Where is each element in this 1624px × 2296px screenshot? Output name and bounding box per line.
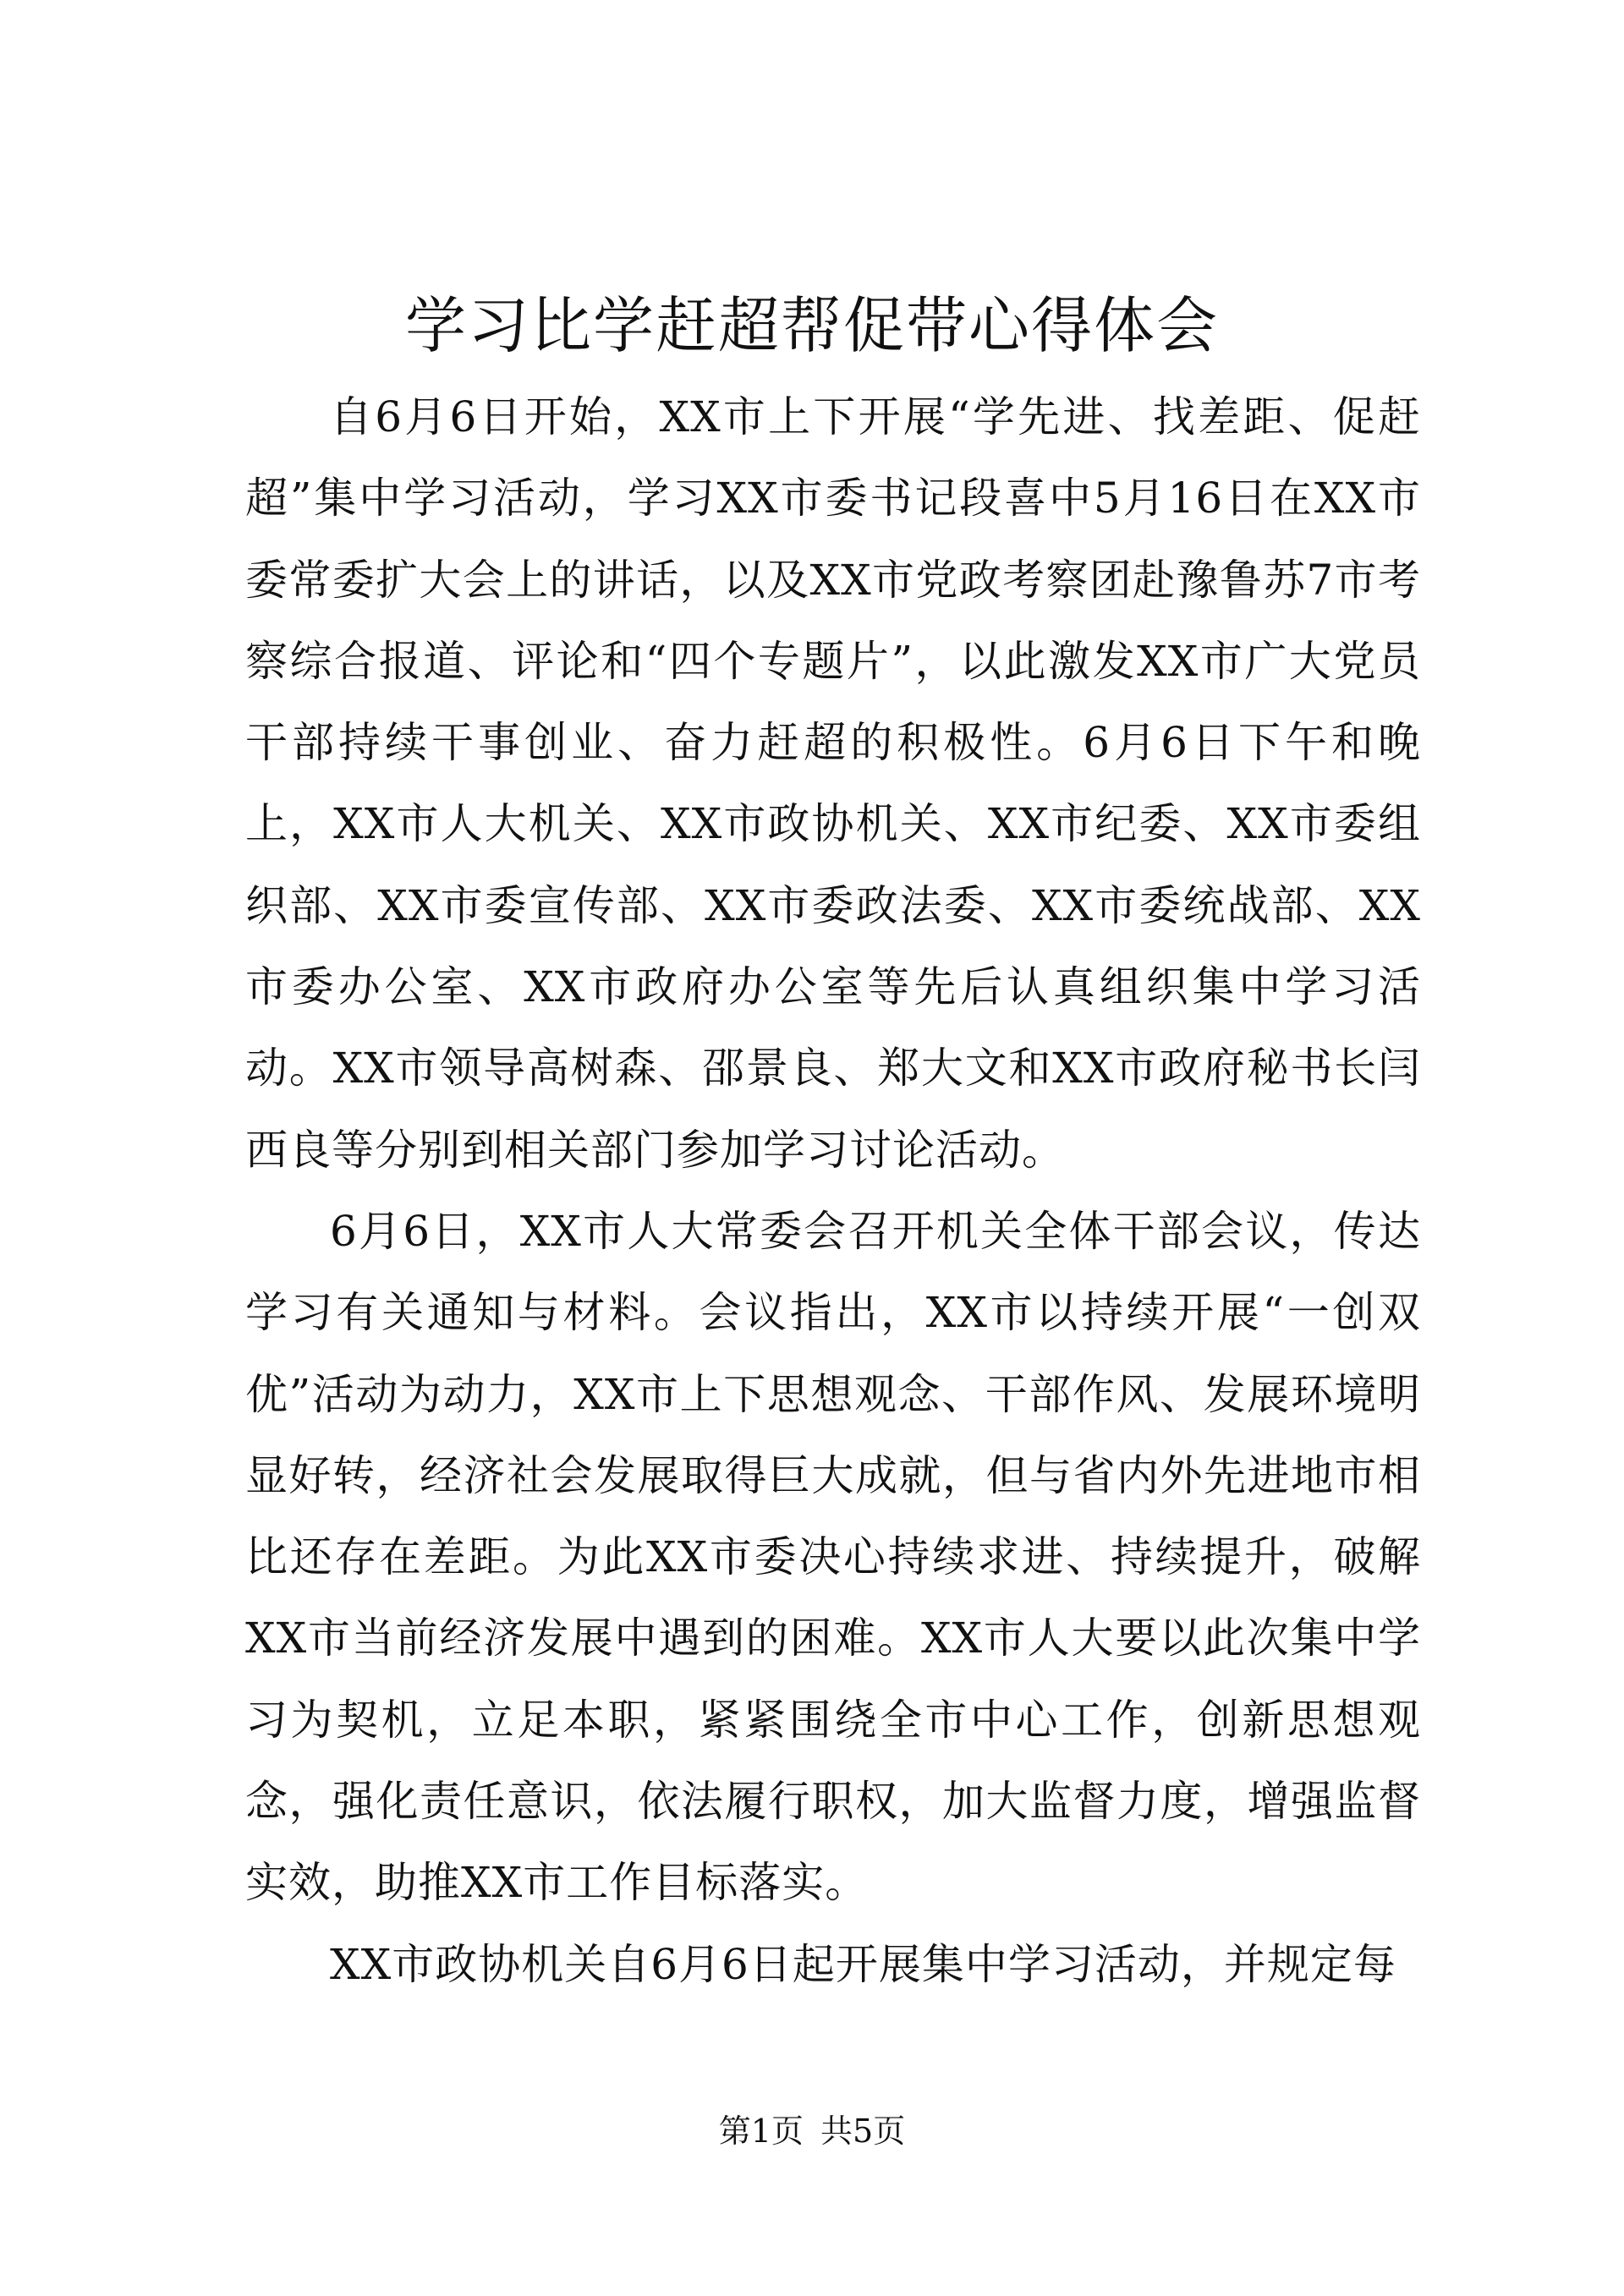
page-footer bbox=[0, 2110, 1624, 2152]
paragraph-2: 6月6日，XX市人大常委会召开机关全体干部会议，传达学习有关通知与材料。会议指出，XX市以持续开展“一创双优”活动为动力，XX市上下思想观念、干部作风、发展环境明显好转，经济社会发展取得巨大成就，但与省内外先进地市相比还存在差距。为此XX市委决心持续求进、持续提升，破解XX市当前经济发展中遇到的困难。XX市人大要以此次集中学习为契机，立足本职，紧紧围绕全市中心工作，创新思想观念，强化责任意识，依法履行职权，加大监督力度，增强监督实效，助推XX市工作目标落实。 bbox=[245, 1206, 1421, 1908]
document-body bbox=[245, 376, 1421, 2005]
document-title: 学习比学赶超帮促带心得体会 bbox=[404, 290, 1219, 361]
page-total: 共5页 bbox=[820, 2112, 906, 2150]
page-number: 第1页 bbox=[718, 2112, 804, 2150]
paragraph-1: 自6月6日开始，XX市上下开展“学先进、找差距、促赶超”集中学习活动，学习XX市委书记段喜中5月16日在XX市委常委扩大会上的讲话，以及XX市党政考察团赴豫鲁苏7市考察综合报道、评论和“四个专题片”，以此激发XX市广大党员干部持续干事创业、奋力赶超的积极性。6月6日下午和晚上，XX市人大机关、XX市政协机关、XX市纪委、XX市委组织部、XX市委宣传部、XX市委政法委、XX市委统战部、XX市委办公室、XX市政府办公室等先后认真组织集中学习活动。XX市领导高树森、邵景良、郑大文和XX市政府秘书长闫西良等分别到相关部门参加学习讨论活动。 bbox=[245, 392, 1421, 1175]
paragraph-3: XX市政协机关自6月6日起开展集中学习活动，并规定每 bbox=[330, 1939, 1396, 1989]
